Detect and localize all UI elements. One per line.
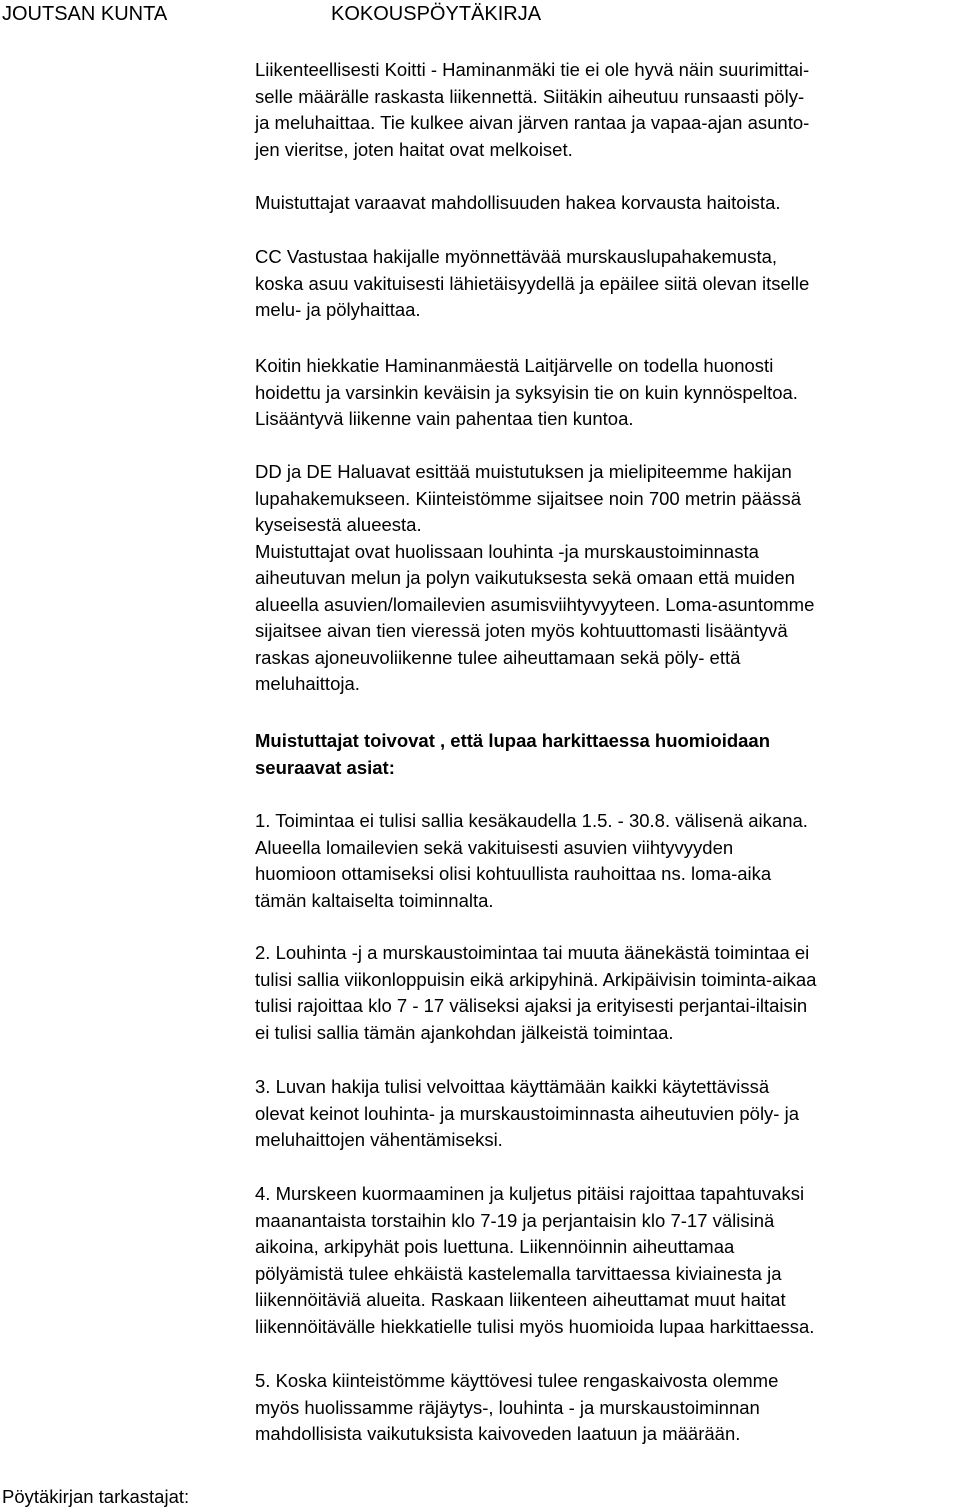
document-type: KOKOUSPÖYTÄKIRJA xyxy=(331,3,542,25)
list-item-1 xyxy=(255,808,955,914)
paragraph-compensation xyxy=(255,190,955,217)
section-heading xyxy=(255,728,955,781)
text-line: olevat keinot louhinta- ja murskaustoiminnasta aiheutuvien pöly- ja xyxy=(255,1102,799,1124)
text-line: myös huolissamme räjäytys-, louhinta - ja murskaustoiminnan xyxy=(255,1396,760,1418)
text-line: melu- ja pölyhaittaa. xyxy=(255,299,421,320)
text-line: kyseisestä alueesta. xyxy=(255,514,422,535)
text-line: 5. Koska kiinteistömme käyttövesi tulee rengaskaivosta olemme xyxy=(255,1370,779,1391)
text-line: raskas ajoneuvoliikenne tulee aiheuttamaan sekä pöly- että xyxy=(255,646,741,668)
text-line: DD ja DE Haluavat esittää muistutuksen ja mielipiteemme hakijan xyxy=(255,461,792,482)
text-line: jen vieritse, joten haitat ovat melkoiset. xyxy=(255,138,573,160)
text-line: 4. Murskeen kuormaaminen ja kuljetus pitäisi rajoittaa tapahtuvaksi xyxy=(255,1183,805,1204)
text-line: selle määrälle raskasta liikennettä. Siitäkin aiheutuu runsaasti pöly- xyxy=(255,85,805,107)
paragraph-road-condition xyxy=(255,353,955,433)
text-line: ei tulisi sallia tämän ajankohdan jälkeistä toimintaa. xyxy=(255,1021,674,1043)
text-line: 2. Louhinta -j a murskaustoimintaa tai muuta äänekästä toimintaa ei xyxy=(255,942,810,963)
text-line: 3. Luvan hakija tulisi velvoittaa käyttämään kaikki käytettävissä xyxy=(255,1076,770,1097)
paragraph-dd-de xyxy=(255,459,955,698)
list-item-2 xyxy=(255,940,955,1046)
text-line: ja meluhaittaa. Tie kulkee aivan järven rantaa ja vapaa-ajan asunto- xyxy=(255,112,810,133)
text-line: koska asuu vakituisesti lähietäisyydellä ja epäilee siitä olevan itselle xyxy=(255,272,810,294)
paragraph-cc xyxy=(255,244,955,324)
text-line: maanantaista torstaihin klo 7-19 ja perjantaisin klo 7-17 välisinä xyxy=(255,1209,775,1231)
organization-name: JOUTSAN KUNTA xyxy=(2,3,168,25)
text-line: sijaitsee aivan tien vieressä joten myös kohtuuttomasti lisääntyvä xyxy=(255,620,788,641)
text-line: 1. Toimintaa ei tulisi sallia kesäkaudella 1.5. - 30.8. välisenä aikana. xyxy=(255,810,808,831)
text-line: hoidettu ja varsinkin keväisin ja syksyisin tie on kuin kynnöspeltoa. xyxy=(255,381,798,403)
text-line: CC Vastustaa hakijalle myönnettävää murskauslupahakemusta, xyxy=(255,246,778,267)
text-line: lupahakemukseen. Kiinteistömme sijaitsee noin 700 metrin päässä xyxy=(255,487,802,509)
text-line: tulisi sallia viikonloppuisin eikä arkipyhinä. Arkipäivisin toiminta-aikaa xyxy=(255,968,817,990)
text-line: meluhaittoja. xyxy=(255,673,360,694)
text-line: Muistuttajat ovat huolissaan louhinta -ja murskaustoiminnasta xyxy=(255,540,759,562)
text-line: Liikenteellisesti Koitti - Haminanmäki tie ei ole hyvä näin suurimittai- xyxy=(255,59,810,80)
list-item-3 xyxy=(255,1074,955,1154)
heading-line: Muistuttajat toivovat , että lupaa harkittaessa huomioidaan xyxy=(255,730,771,751)
footer-inspectors-label: Pöytäkirjan tarkastajat: xyxy=(2,1486,190,1507)
text-line: pölyämistä tulee ehkäistä kastelemalla tarvittaessa kiviainesta ja xyxy=(255,1262,782,1284)
text-line: alueella asuvien/lomailevien asumisviihtyvyyteen. Loma-asuntomme xyxy=(255,593,815,615)
text-line: liikennöitävälle hiekkatielle tulisi myös huomioida lupaa harkittaessa. xyxy=(255,1315,815,1337)
text-line: Koitin hiekkatie Haminanmäestä Laitjärvelle on todella huonosti xyxy=(255,355,774,376)
text-line: liikennöitäviä alueita. Raskaan liikenteen aiheuttamat muut haitat xyxy=(255,1289,786,1310)
text-line: mahdollisista vaikutuksista kaivoveden laatuun ja määrään. xyxy=(255,1423,741,1444)
text-line: Alueella lomailevien sekä vakituisesti asuvien viihtyvyyden xyxy=(255,836,734,858)
text-line: Muistuttajat varaavat mahdollisuuden hakea korvausta haitoista. xyxy=(255,192,781,213)
text-line: aikoina, arkipyhät pois luettuna. Liikennöinnin aiheuttamaa xyxy=(255,1236,735,1257)
paragraph-traffic xyxy=(255,57,955,163)
heading-line: seuraavat asiat: xyxy=(255,756,395,778)
text-line: meluhaittojen vähentämiseksi. xyxy=(255,1129,503,1150)
text-line: tämän kaltaiselta toiminnalta. xyxy=(255,889,494,911)
list-item-4 xyxy=(255,1181,955,1340)
list-item-5 xyxy=(255,1368,955,1448)
text-line: Lisääntyvä liikenne vain pahentaa tien kuntoa. xyxy=(255,408,634,429)
text-line: huomioon ottamiseksi olisi kohtuullista rauhoittaa ns. loma-aika xyxy=(255,863,772,884)
text-line: aiheutuvan melun ja polyn vaikutuksesta sekä omaan että muiden xyxy=(255,567,795,588)
text-line: tulisi rajoittaa klo 7 - 17 väliseksi ajaksi ja erityisesti perjantai-iltaisin xyxy=(255,995,808,1016)
